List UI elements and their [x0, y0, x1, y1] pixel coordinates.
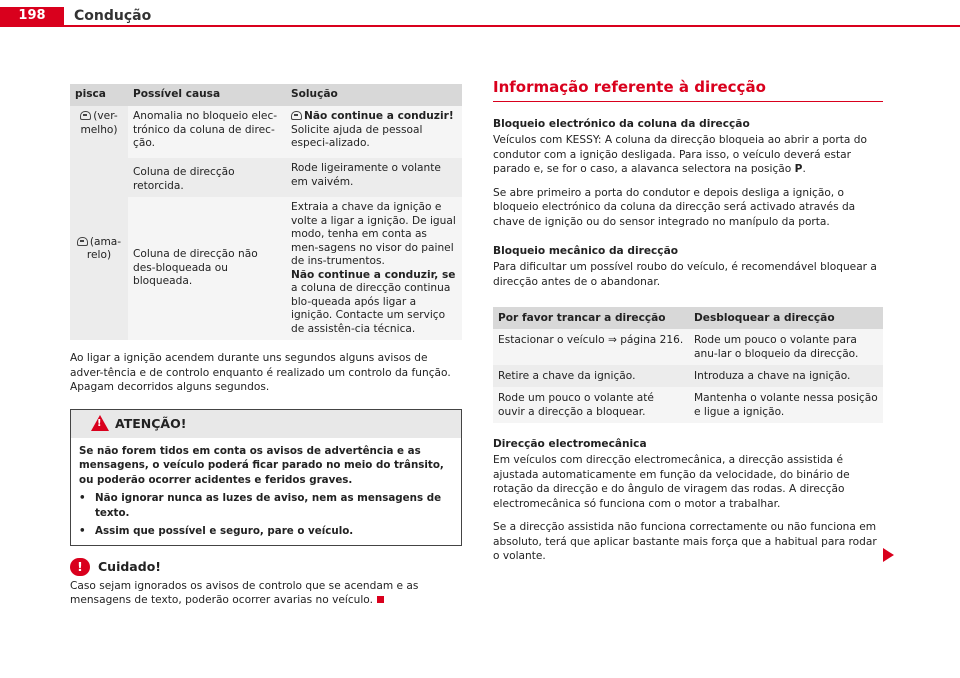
- col-header-lock: Por favor trancar a direcção: [493, 307, 689, 329]
- solution-text: Extraia a chave da ignição e volte a ligar a ignição. De igual modo, tenha em conta as men-sagens no visor do painel de ins-trumentos.: [291, 201, 456, 267]
- solution-emphasis: Não continue a conduzir!: [304, 110, 454, 122]
- col-header-solution: Solução: [286, 84, 462, 106]
- caution-header: [70, 558, 462, 576]
- caution-title: Cuidado!: [98, 559, 161, 574]
- solution-text: Solicite ajuda de pessoal especi-alizado.: [291, 123, 423, 149]
- warning-text: Se não forem tidos em conta os avisos de advertência e as mensagens, o veículo poderá ficar parado no meio do trânsito, ou poderão ocorrer acidentes e feridos graves.: [79, 444, 444, 486]
- solution-cell: Rode ligeiramente o volante em vaivém.: [286, 158, 462, 197]
- chapter-title: Condução: [74, 8, 152, 24]
- indicator-cell: [70, 106, 128, 158]
- table-row: [70, 197, 462, 340]
- warning-lamp-table: [70, 84, 462, 340]
- warning-bullet-text: Assim que possível e seguro, pare o veículo.: [95, 525, 354, 537]
- solution-text-cont: a coluna de direcção continua blo-queada após ligar a ignição. Contacte um serviço de assistên-cia técnica.: [291, 282, 451, 335]
- right-column: [493, 78, 883, 564]
- subheading-mechanical-lock: Bloqueio mecânico da direcção: [493, 245, 678, 257]
- cause-cell: Coluna de direcção não des-bloqueada ou bloqueada.: [128, 197, 286, 340]
- solution-emphasis: Não continue a conduzir, se: [291, 268, 456, 281]
- left-column: [70, 84, 462, 608]
- warning-box: [70, 409, 462, 546]
- paragraph: Se abre primeiro a porta do condutor e depois desliga a ignição, o bloqueio electrónico da coluna da direcção será activado através da chave de ignição ou do sensor integrado no manípulo da porta.: [493, 186, 856, 228]
- indicator-label: (ver-melho): [80, 110, 118, 136]
- page-header: [0, 0, 960, 28]
- bullet-icon: •: [79, 525, 86, 537]
- steering-lock-yellow-icon: [77, 237, 88, 246]
- table-cell: Rode um pouco o volante para anu-lar o bloqueio da direcção.: [694, 334, 859, 360]
- table-cell: Estacionar o veículo ⇒ página 216.: [498, 334, 684, 346]
- paragraph: Veículos com KESSY: A coluna da direcção bloqueia ao abrir a porta do condutor com a ignição desligada. Para isso, o veículo deverá estar parado e, se for o caso, a alavanca selectora na posição P.: [493, 134, 867, 175]
- cause-cell: Coluna de direcção retorcida.: [128, 158, 286, 197]
- solution-cell: [286, 197, 462, 340]
- paragraph: Se a direcção assistida não funciona correctamente ou não funciona em absoluto, terá que aplicar bastante mais força que a habitual para rodar o volante.: [493, 521, 877, 562]
- table-cell: Mantenha o volante nessa posição e ligue a ignição.: [694, 392, 878, 418]
- col-header-unlock: Desbloquear a direcção: [689, 307, 883, 329]
- paragraph: Em veículos com direcção electromecânica, a direcção assistida é ajustada automaticamente em função da velocidade, do binário de rotação da direcção e do ângulo de viragem das rodas. A direcção electromecânica só funciona com o motor a trabalhar.: [493, 454, 850, 510]
- table-row: [493, 387, 883, 423]
- list-item: [79, 524, 453, 539]
- caution-icon: !: [70, 558, 90, 576]
- caution-text-paragraph: [70, 579, 462, 608]
- warning-header: [71, 410, 461, 438]
- table-header-row: [70, 84, 462, 106]
- table-row: [70, 158, 462, 197]
- bullet-icon: •: [79, 492, 86, 504]
- table-cell: Introduza a chave na ignição.: [694, 370, 851, 382]
- intro-paragraph: Ao ligar a ignição acendem durante uns segundos alguns avisos de adver-tência e de controlo enquanto é realizado um controlo da função. Apagam decorridos alguns segundos.: [70, 352, 451, 393]
- cause-cell: Anomalia no bloqueio elec-trónico da coluna de direc-ção.: [128, 106, 286, 158]
- subheading-electromechanical: Direcção electromecânica: [493, 438, 647, 450]
- section-title: Informação referente à direcção: [493, 78, 883, 102]
- col-header-pisca: pisca: [70, 84, 128, 106]
- table-cell: Rode um pouco o volante até ouvir a direcção a bloquear.: [498, 392, 654, 418]
- warning-triangle-icon: !: [91, 415, 109, 431]
- warning-body: [71, 438, 461, 545]
- steering-lock-table: [493, 307, 883, 423]
- page-number: 198: [0, 7, 64, 25]
- caution-text: Caso sejam ignorados os avisos de controlo que se acendam e as mensagens de texto, poderão ocorrer avarias no veículo.: [70, 579, 419, 606]
- end-of-section-icon: [377, 596, 384, 603]
- table-row: [493, 329, 883, 365]
- header-divider: [0, 25, 960, 27]
- col-header-cause: Possível causa: [128, 84, 286, 106]
- indicator-label: (ama-relo): [86, 235, 122, 261]
- paragraph: Para dificultar um possível roubo do veículo, é recomendável bloquear a direcção antes de o abandonar.: [493, 261, 877, 288]
- list-item: [79, 491, 453, 520]
- table-cell: Retire a chave da ignição.: [498, 370, 636, 382]
- continue-arrow-icon: [883, 548, 894, 562]
- subheading-electronic-lock: Bloqueio electrónico da coluna da direcção: [493, 118, 750, 130]
- gear-position: P: [794, 163, 803, 175]
- table-row: [70, 106, 462, 158]
- warning-title: ATENÇÃO!: [115, 415, 187, 431]
- table-header-row: [493, 307, 883, 329]
- table-row: [493, 365, 883, 387]
- solution-cell: [286, 106, 462, 158]
- steering-lock-red-icon: [80, 111, 91, 120]
- warning-bullet-text: Não ignorar nunca as luzes de aviso, nem as mensagens de texto.: [95, 492, 442, 519]
- indicator-cell: [70, 158, 128, 340]
- stop-icon: [291, 111, 302, 120]
